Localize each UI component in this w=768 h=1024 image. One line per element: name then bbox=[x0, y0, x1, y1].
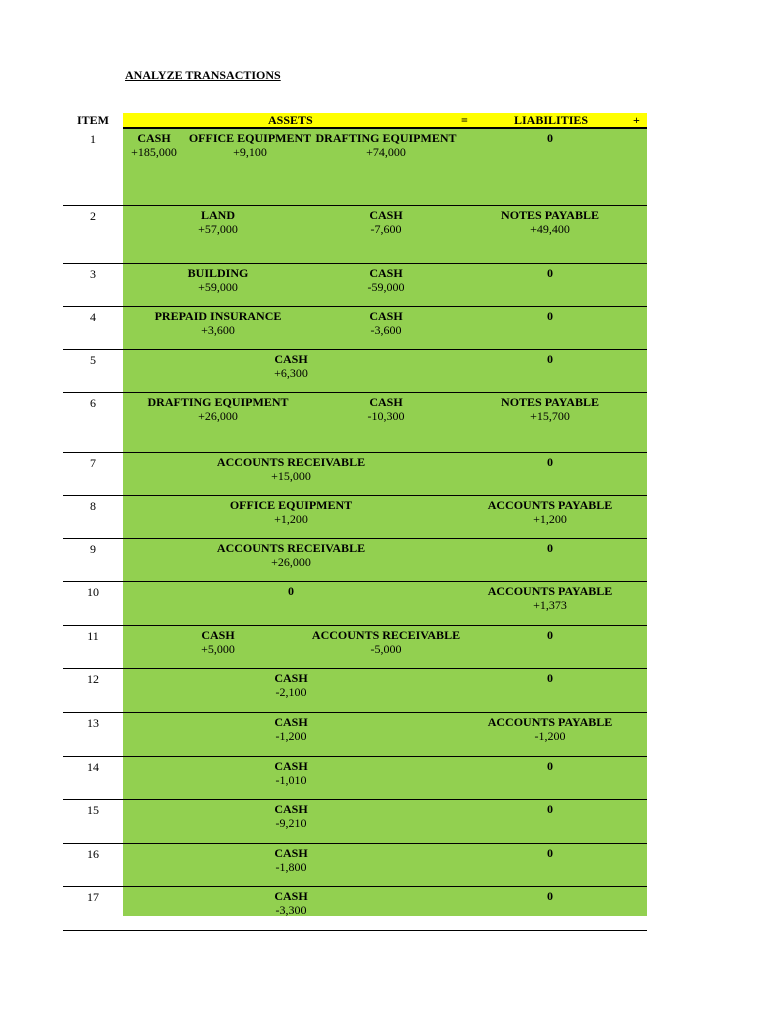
asset-account: CASH bbox=[274, 802, 308, 816]
asset-account: PREPAID INSURANCE bbox=[154, 309, 282, 323]
item-number: 2 bbox=[90, 209, 96, 223]
item-number: 4 bbox=[90, 310, 96, 324]
table-row bbox=[63, 306, 647, 350]
item-number: 12 bbox=[87, 672, 99, 686]
liability-entry bbox=[480, 889, 620, 903]
table-row bbox=[63, 392, 647, 453]
liability-entry bbox=[480, 628, 620, 642]
liability-account: 0 bbox=[547, 759, 553, 773]
asset-account: ACCOUNTS RECEIVABLE bbox=[216, 541, 366, 555]
asset-account: CASH bbox=[137, 131, 171, 145]
liability-entry bbox=[480, 759, 620, 773]
asset-entry bbox=[206, 498, 376, 526]
asset-entry bbox=[206, 671, 376, 699]
asset-account: CASH bbox=[274, 352, 308, 366]
asset-account: CASH bbox=[369, 309, 403, 323]
table-bottom-rule bbox=[63, 930, 647, 931]
asset-entry bbox=[326, 208, 446, 236]
liability-amount: +15,700 bbox=[530, 409, 570, 423]
liability-entry bbox=[480, 715, 620, 743]
asset-amount: -5,000 bbox=[370, 642, 402, 656]
liability-entry bbox=[480, 584, 620, 612]
liability-account: ACCOUNTS PAYABLE bbox=[487, 498, 613, 512]
table-row bbox=[63, 712, 647, 757]
liability-entry bbox=[480, 309, 620, 323]
asset-amount: -10,300 bbox=[367, 409, 405, 423]
table-row bbox=[63, 625, 647, 669]
liability-entry bbox=[480, 541, 620, 555]
asset-amount: +57,000 bbox=[198, 222, 238, 236]
asset-amount: +5,000 bbox=[201, 642, 235, 656]
table-row bbox=[63, 495, 647, 539]
item-number: 5 bbox=[90, 353, 96, 367]
asset-account: ACCOUNTS RECEIVABLE bbox=[216, 455, 366, 469]
asset-amount: +6,300 bbox=[274, 366, 308, 380]
asset-entry bbox=[206, 759, 376, 787]
table-row bbox=[63, 452, 647, 496]
liability-account: ACCOUNTS PAYABLE bbox=[487, 715, 613, 729]
asset-amount: -1,800 bbox=[275, 860, 307, 874]
asset-amount: -3,600 bbox=[370, 323, 402, 337]
table-row bbox=[63, 581, 647, 626]
asset-entry bbox=[206, 846, 376, 874]
asset-account: CASH bbox=[274, 715, 308, 729]
asset-entry bbox=[315, 131, 457, 159]
table-row bbox=[63, 843, 647, 887]
plus-sign: + bbox=[633, 113, 640, 127]
asset-account: CASH bbox=[369, 266, 403, 280]
liability-account: ACCOUNTS PAYABLE bbox=[487, 584, 613, 598]
item-number: 1 bbox=[90, 132, 96, 146]
asset-account: 0 bbox=[288, 584, 294, 598]
liability-account: 0 bbox=[547, 455, 553, 469]
liability-account: NOTES PAYABLE bbox=[501, 395, 599, 409]
item-number: 7 bbox=[90, 456, 96, 470]
asset-entry bbox=[206, 541, 376, 569]
liability-account: 0 bbox=[547, 352, 553, 366]
asset-entry bbox=[306, 628, 466, 656]
asset-account: CASH bbox=[201, 628, 235, 642]
table-row bbox=[63, 205, 647, 264]
liability-entry bbox=[480, 455, 620, 469]
asset-entry bbox=[158, 628, 278, 656]
asset-entry bbox=[206, 715, 376, 743]
asset-amount: -1,010 bbox=[275, 773, 307, 787]
page-title: ANALYZE TRANSACTIONS bbox=[125, 68, 281, 82]
asset-amount: +9,100 bbox=[233, 145, 267, 159]
asset-amount: +3,600 bbox=[201, 323, 235, 337]
item-number: 15 bbox=[87, 803, 99, 817]
asset-account: CASH bbox=[369, 208, 403, 222]
item-number: 17 bbox=[87, 890, 99, 904]
asset-entry bbox=[143, 395, 293, 423]
item-number: 13 bbox=[87, 716, 99, 730]
liability-entry bbox=[480, 131, 620, 145]
liability-account: 0 bbox=[547, 541, 553, 555]
asset-entry bbox=[143, 266, 293, 294]
asset-amount: -59,000 bbox=[367, 280, 405, 294]
liability-account: 0 bbox=[547, 309, 553, 323]
asset-account: CASH bbox=[274, 671, 308, 685]
asset-entry bbox=[206, 584, 376, 598]
asset-entry bbox=[123, 131, 185, 159]
liability-account: 0 bbox=[547, 131, 553, 145]
item-column-header: ITEM bbox=[76, 113, 109, 127]
table-row bbox=[63, 538, 647, 582]
liability-entry bbox=[480, 802, 620, 816]
item-number: 9 bbox=[90, 542, 96, 556]
equals-sign: = bbox=[461, 113, 468, 127]
liability-account: 0 bbox=[547, 889, 553, 903]
liability-entry bbox=[480, 846, 620, 860]
asset-entry bbox=[326, 395, 446, 423]
asset-amount: +185,000 bbox=[131, 145, 177, 159]
asset-amount: -2,100 bbox=[275, 685, 307, 699]
liability-account: NOTES PAYABLE bbox=[501, 208, 599, 222]
assets-header: ASSETS bbox=[268, 113, 313, 127]
asset-account: CASH bbox=[274, 759, 308, 773]
asset-amount: -9,210 bbox=[275, 816, 307, 830]
asset-amount: +74,000 bbox=[366, 145, 406, 159]
table-row bbox=[63, 668, 647, 713]
liability-entry bbox=[480, 498, 620, 526]
liability-account: 0 bbox=[547, 846, 553, 860]
asset-amount: -1,200 bbox=[275, 729, 307, 743]
asset-amount: +26,000 bbox=[198, 409, 238, 423]
liability-entry bbox=[480, 266, 620, 280]
item-number: 14 bbox=[87, 760, 99, 774]
item-number: 6 bbox=[90, 396, 96, 410]
asset-entry bbox=[143, 309, 293, 337]
liability-account: 0 bbox=[547, 671, 553, 685]
asset-account: CASH bbox=[274, 846, 308, 860]
liability-account: 0 bbox=[547, 628, 553, 642]
table-row bbox=[63, 129, 647, 205]
asset-account: CASH bbox=[274, 889, 308, 903]
asset-amount: +15,000 bbox=[271, 469, 311, 483]
asset-account: DRAFTING EQUIPMENT bbox=[315, 131, 457, 145]
table-row bbox=[63, 756, 647, 800]
asset-entry bbox=[326, 266, 446, 294]
asset-amount: +26,000 bbox=[271, 555, 311, 569]
table-row bbox=[63, 349, 647, 393]
asset-account: BUILDING bbox=[187, 266, 249, 280]
asset-entry bbox=[326, 309, 446, 337]
asset-amount: +1,200 bbox=[274, 512, 308, 526]
liability-account: 0 bbox=[547, 266, 553, 280]
asset-entry bbox=[185, 131, 315, 159]
table-row bbox=[63, 799, 647, 844]
asset-entry bbox=[143, 208, 293, 236]
liability-amount: +49,400 bbox=[530, 222, 570, 236]
liability-entry bbox=[480, 208, 620, 236]
liability-amount: -1,200 bbox=[534, 729, 566, 743]
item-number: 16 bbox=[87, 847, 99, 861]
asset-account: DRAFTING EQUIPMENT bbox=[147, 395, 289, 409]
asset-entry bbox=[206, 455, 376, 483]
liability-entry bbox=[480, 395, 620, 423]
item-number: 3 bbox=[90, 267, 96, 281]
asset-amount: -7,600 bbox=[370, 222, 402, 236]
item-number: 11 bbox=[87, 629, 99, 643]
asset-account: CASH bbox=[369, 395, 403, 409]
asset-account: OFFICE EQUIPMENT bbox=[229, 498, 353, 512]
item-number: 10 bbox=[87, 585, 99, 599]
asset-account: OFFICE EQUIPMENT bbox=[188, 131, 312, 145]
asset-entry bbox=[206, 889, 376, 917]
liability-account: 0 bbox=[547, 802, 553, 816]
asset-account: ACCOUNTS RECEIVABLE bbox=[311, 628, 461, 642]
table-row bbox=[63, 886, 647, 917]
liability-entry bbox=[480, 352, 620, 366]
item-number: 8 bbox=[90, 499, 96, 513]
asset-entry bbox=[206, 802, 376, 830]
asset-entry bbox=[206, 352, 376, 380]
asset-amount: +59,000 bbox=[198, 280, 238, 294]
liability-entry bbox=[480, 671, 620, 685]
asset-amount: -3,300 bbox=[275, 903, 307, 917]
asset-account: LAND bbox=[200, 208, 235, 222]
table-row bbox=[63, 263, 647, 307]
equation-header-bar bbox=[123, 113, 647, 129]
liabilities-header: LIABILITIES bbox=[514, 113, 589, 127]
liability-amount: +1,373 bbox=[533, 598, 567, 612]
liability-amount: +1,200 bbox=[533, 512, 567, 526]
